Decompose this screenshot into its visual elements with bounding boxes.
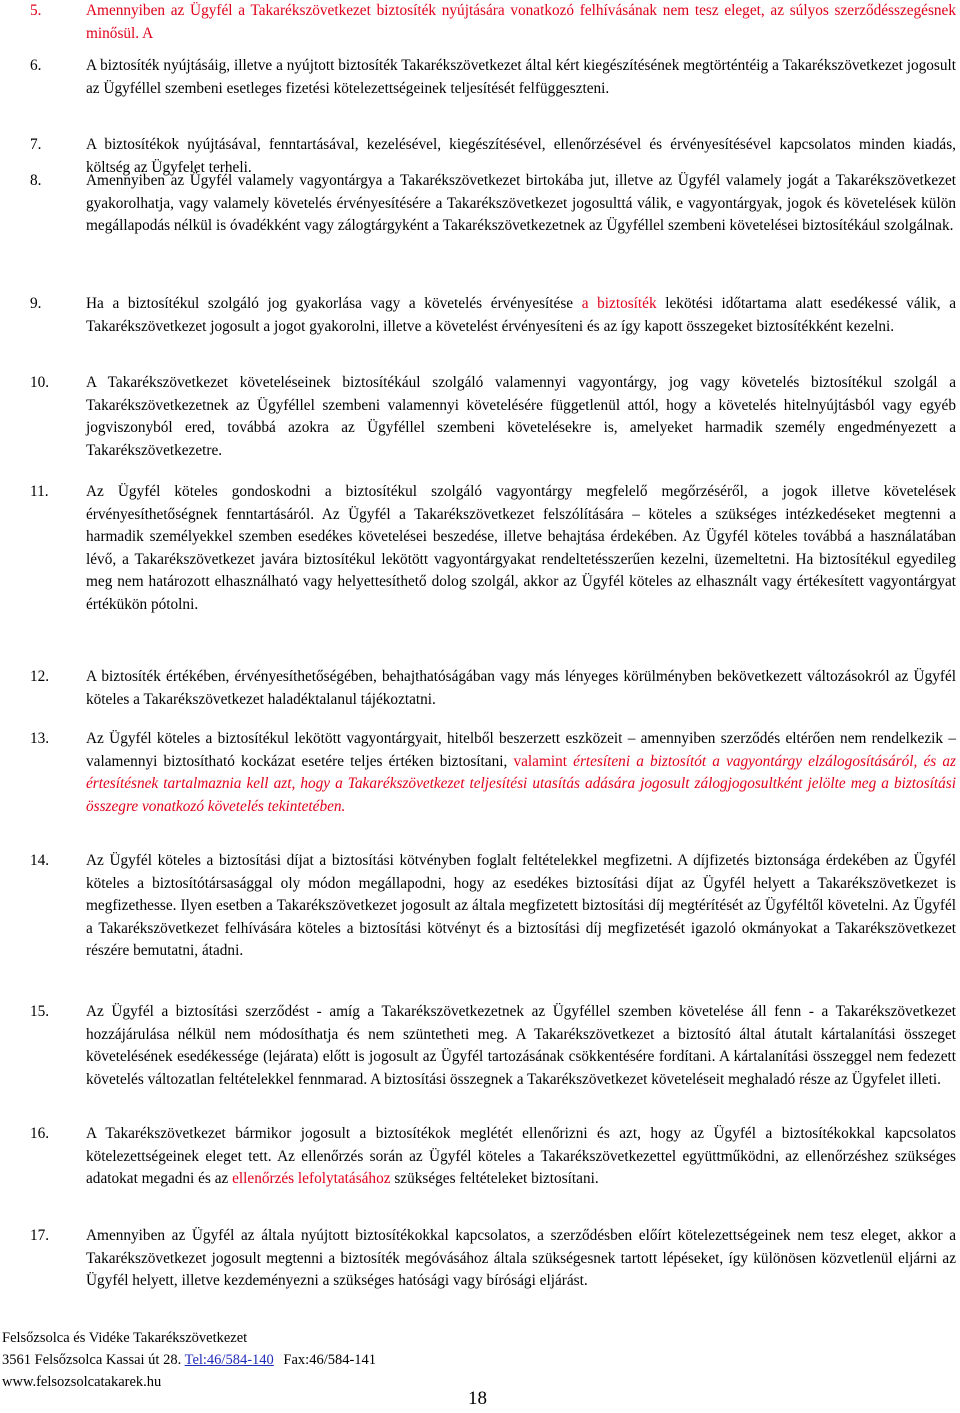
- clause-number: 8.: [30, 172, 42, 189]
- clause-text: Amennyiben az Ügyfél a Takarékszövetkezet biztosíték nyújtására vonatkozó felhívásának nem tesz eleget, az súlyos szerződésszegésnek minősül. A: [86, 2, 956, 42]
- clause-item: [0, 850, 958, 963]
- clause-text: szükséges feltételeket biztosítani.: [390, 1170, 599, 1187]
- page-number: 18: [468, 1388, 487, 1409]
- clause-number: 6.: [30, 57, 42, 74]
- clause-number: 9.: [30, 295, 42, 312]
- footer-address: 3561 Felsőzsolca Kassai út 28.: [2, 1352, 182, 1368]
- clause-number: 14.: [30, 852, 50, 869]
- clause-text: Az Ügyfél köteles gondoskodni a biztosítékul szolgáló vagyontárgy megfelelő megőrzéséről, a jogok illetve követelések érvényesíthetőségnek fenntartásáról. Az Ügyfél a Takarékszövetkezet felszólítására – köteles a szükséges intézkedéseket megtenni a harmadik személyekkel szemben esedékes követelései beszedése, illetve behajtása érdekében. Az Ügyfél köteles továbbá a használatában lévő, a Takarékszövetkezet javára biztosítékul lekötött vagyontárgyakat rendeltetésszerűen kezelni, üzemeltetni. Ha biztosítékul egyedileg meg nem határozott elhasználható vagy helyettesíthető dolog szolgál, akkor az Ügyfél köteles az elhasznált vagy értékesített vagyontárgyat értékükön pótolni.: [86, 483, 956, 613]
- clause-number: 15.: [30, 1003, 50, 1020]
- clause-text: Az Ügyfél a biztosítási szerződést - amíg a Takarékszövetkezetnek az Ügyféllel szemben követelése áll fenn - a Takarékszövetkezet hozzájárulása nélkül nem módosíthatja és nem szüntetheti meg. A Takarékszövetkezet a biztosító által átutalt kártalanítási összeget követelésének esedékessége (lejárata) előtt is jogosult az Ügyfél tartozásának csökkentésére fordítani. A kártalanítási összeggel nem fedezett követelés változatlan feltételekkel fennmarad. A biztosítási összegnek a Takarékszövetkezet követeléseit meghaladó része az Ügyfelet illeti.: [86, 1003, 956, 1088]
- clause-item: [0, 1123, 958, 1191]
- clause-text: A biztosíték értékében, érvényesíthetőségében, behajthatóságában vagy más lényeges körülményben bekövetkezett változásokról az Ügyfél köteles a Takarékszövetkezet haladéktalanul tájékoztatni.: [86, 668, 956, 708]
- footer-company: Felsőzsolca és Vidéke Takarékszövetkezet: [2, 1330, 248, 1346]
- clause-text: értesíteni a biztosítót a vagyontárgy elzálogosításáról, és az értesítésnek tartalmaznia kell azt, hogy a Takarékszövetkezet teljesítési utasítás adására jogosult zálogjogosultként jelölte meg a biztosítási összegre vonatkozó követelés tekintetében.: [86, 752, 957, 815]
- clause-item: [0, 372, 958, 462]
- clause-item: [0, 293, 958, 338]
- clause-number: 16.: [30, 1125, 50, 1142]
- footer-contact-line: [2, 1349, 376, 1371]
- clause-number: 7.: [30, 136, 42, 153]
- clause-number: 11.: [30, 483, 49, 500]
- clause-item: [0, 666, 958, 711]
- clause-item: [0, 728, 958, 818]
- clause-text: Amennyiben az Ügyfél valamely vagyontárgya a Takarékszövetkezet birtokába jut, illetve az Ügyfél valamely jogát a Takarékszövetkezet gyakorolhatja, vagy valamely követelés érvényesítésére a Takarékszövetkezet jogosulttá válik, e vagyontárgyak, jogok és követelések külön megállapodás nélkül is óvadékként vagy zálogtárgyként a Takarékszövetkezetnek az Ügyféllel szembeni követelései biztosítékául szolgálnak.: [86, 172, 956, 234]
- clause-text: Ha a biztosítékul szolgáló jog gyakorlása vagy a követelés érvényesítése: [86, 295, 582, 312]
- clause-item: [0, 1001, 958, 1091]
- clause-text: a biztosíték: [581, 295, 657, 312]
- clause-number: 13.: [30, 730, 50, 747]
- footer-tel-link[interactable]: Tel:46/584-140: [184, 1352, 274, 1368]
- clause-text: lekötési időtartama alatt esedékessé válik, a Takarékszövetkezet jogosult a jogot gyakorolni, illetve a követelést érvényesíteni és az így kapott összegeket biztosítékként kezelni.: [86, 295, 956, 335]
- clause-number: 12.: [30, 668, 50, 685]
- footer-website: www.felsozsolcatakarek.hu: [2, 1374, 162, 1390]
- clause-text: A biztosítékok nyújtásával, fenntartásával, kezelésével, kiegészítésével, ellenőrzésével és érvényesítésével kapcsolatos minden kiadás, költség az Ügyfelet terheli.: [86, 136, 956, 176]
- clause-item: [0, 55, 958, 100]
- clause-number: 10.: [30, 374, 50, 391]
- clause-text: A Takarékszövetkezet követeléseinek biztosítékául szolgáló valamennyi vagyontárgy, jog vagy követelés biztosítékul szolgál a Takarékszövetkezetnek az Ügyféllel szembeni valamennyi követelésére függetlenül attól, hogy a követelés hitelnyújtásból vagy egyéb jogviszonyból ered, továbbá azokra az Ügyféllel szembeni követelésekre is, amelyeket harmadik személy engedményezett a Takarékszövetkezetre.: [86, 374, 956, 459]
- clause-item: [0, 170, 958, 238]
- clause-number: 5.: [30, 2, 42, 19]
- clause-item: [0, 0, 958, 45]
- footer-fax: Fax:46/584-141: [283, 1352, 377, 1368]
- clause-text: Az Ügyfél köteles a biztosítékul lekötött vagyontárgyait, hitelből beszerzett eszközeit – amennyiben szerződés eltérően nem rendelkezik – valamennyi biztosítható kockázat esetére teljes értéken biztosítani,: [86, 730, 956, 770]
- clause-text: Az Ügyfél köteles a biztosítási díjat a biztosítási kötvényben foglalt feltételekkel megfizetni. A díjfizetés biztonsága érdekében az Ügyfél köteles a biztosítótársasággal oly módon megállapodni, hogy az esedékes biztosítási díjat az Ügyfél helyett a Takarékszövetkezet is megfizethesse. Ilyen esetben a Takarékszövetkezet jogosult az általa megfizetett biztosítási díj megtérítését az Ügyféltől követelni. Az Ügyfél a Takarékszövetkezet felhívására köteles a biztosítási kötvényt és a biztosítási díj megfizetését igazoló okmányokat a Takarékszövetkezet részére bemutatni, átadni.: [86, 852, 956, 959]
- clause-item: [0, 481, 958, 616]
- clause-text: A biztosíték nyújtásáig, illetve a nyújtott biztosíték Takarékszövetkezet által kért kiegészítésének megtörténtéig a Takarékszövetkezet jogosult az Ügyféllel szembeni esetleges fizetési kötelezettségeinek teljesítését felfüggeszteni.: [86, 57, 956, 97]
- clause-text: A Takarékszövetkezet bármikor jogosult a biztosítékok meglétét ellenőrizni és azt, hogy az Ügyfél a biztosítékokkal kapcsolatos kötelezettségeinek eleget tett. Az ellenőrzés során az Ügyfél köteles a Takarékszövetkezettel együttműködni, az ellenőrzéshez szükséges adatokat megadni és az: [86, 1125, 956, 1187]
- clause-number: 17.: [30, 1227, 50, 1244]
- clause-text: ellenőrzés lefolytatásához: [232, 1170, 391, 1187]
- footer: [2, 1327, 376, 1393]
- clause-text: Amennyiben az Ügyfél az általa nyújtott biztosítékokkal kapcsolatos, a szerződésben előírt kötelezettségeinek nem tesz eleget, akkor a Takarékszövetkezet jogosult megtenni a biztosíték megóvásához általa szükségesnek tartott lépéseket, így különösen közvetlenül eljárni az Ügyfél helyett, illetve kezdeményezni a szükséges hatósági vagy bírósági eljárást.: [86, 1227, 956, 1289]
- clause-item: [0, 1225, 958, 1293]
- clause-text: valamint: [513, 752, 567, 770]
